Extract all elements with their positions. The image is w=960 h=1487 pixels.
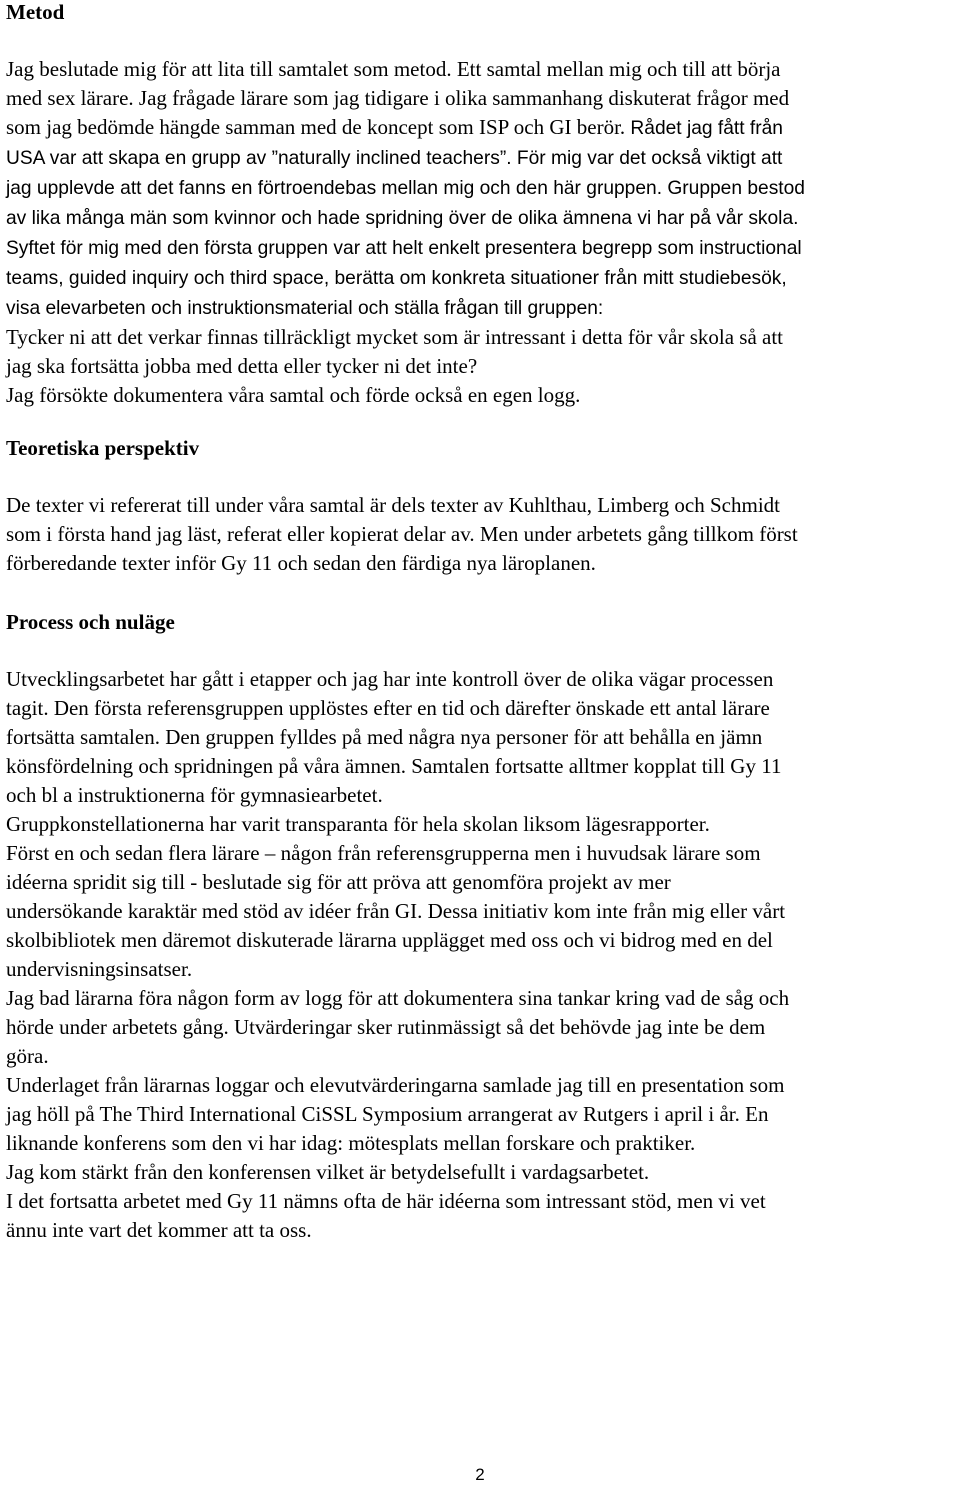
section-heading-metod: Metod — [6, 0, 65, 24]
section-body-process-och-nulage: Utvecklingsarbetet har gått i etapper och jag har inte kontroll över de olika vägar processen tagit. Den första referensgruppen upplöstes efter en tid och därefter önskade ett antal lärare fortsätta samtalen. Den gruppen fylldes på med några nya personer för att behålla en jämn könsfördelning och spridningen på våra ämnen. Samtalen fortsatte alltmer kopplat till Gy 11 och bl a instruktionerna för gymnasiearbetet. Gruppkonstellationerna har varit transparanta för hela skolan liksom lägesrapporter. Först en och sedan flera lärare – någon från referensgrupperna men i huvudsak lärare som idéerna spridit sig till - beslutade sig för att pröva att genomföra projekt av mer undersökande karaktär med stöd av idéer från GI. Dessa initiativ kom inte från mig eller vårt skolbibliotek men däremot diskuterade lärarna upplägget med oss och vi bidrog med en del undervisningsinsatser. Jag bad lärarna föra någon form av logg för att dokumentera sina tankar kring vad de såg och hörde under arbetets gång. Utvärderingar sker rutinmässigt så det behövde jag inte be dem göra. Underlaget från lärarnas loggar och elevutvärderingarna samlade jag till en presentation som jag höll på The Third International CiSSL Symposium arrangerat av Rutgers i april i år. En liknande konferens som den vi har idag: mötesplats mellan forskare och praktiker. Jag kom stärkt från den konferensen vilket är betydelsefullt i vardagsarbetet. I det fortsatta arbetet med Gy 11 nämns ofta de här idéerna som intressant stöd, men vi vet ännu inte vart det kommer att ta oss. — [6, 667, 790, 1242]
section-heading-teoretiska-perspektiv: Teoretiska perspektiv — [6, 436, 200, 460]
metod-text-part-a: Jag beslutade mig för att lita till samtalet som metod. Ett samtal mellan mig och till att börja med sex lärare. Jag frågade lärare som jag tidigare i olika sammanhang diskuterat frågor med som jag bedömde hängde samman med de koncept som ISP och GI berör. — [6, 57, 790, 139]
section-heading-process-och-nulage: Process och nuläge — [6, 610, 175, 634]
metod-text-part-b: Rådet jag fått från USA var att skapa en grupp av ”naturally inclined teachers”. För mig var det också viktigt att jag upplevde att det fanns en förtroendebas mellan mig och den här gruppen. Gruppen bestod av lika många män som kvinnor och hade spridning över de olika ämnena vi har på vår skola. Syftet för mig med den första gruppen var att helt enkelt presentera begrepp som instructional teams, guided inquiry och third space, berätta om konkreta situationer från mitt studiebesök, visa elevarbeten och instruktionsmaterial och ställa frågan till gruppen: — [6, 118, 805, 319]
page-number: 2 — [475, 1465, 485, 1484]
metod-text-part-c: Tycker ni att det verkar finnas tillräckligt mycket som är intressant i detta för vår skola så att jag ska fortsätta jobba med detta eller tycker ni det inte? Jag försökte dokumentera våra samtal och förde också en egen logg. — [6, 325, 784, 407]
section-body-teoretiska-perspektiv: De texter vi refererat till under våra samtal är dels texter av Kuhlthau, Limberg och Schmidt som i första hand jag läst, referat eller kopierat delar av. Men under arbetets gång tillkom först förberedande texter inför Gy 11 och sedan den färdiga nya läroplanen. — [6, 493, 798, 575]
section-body-metod — [6, 55, 805, 410]
